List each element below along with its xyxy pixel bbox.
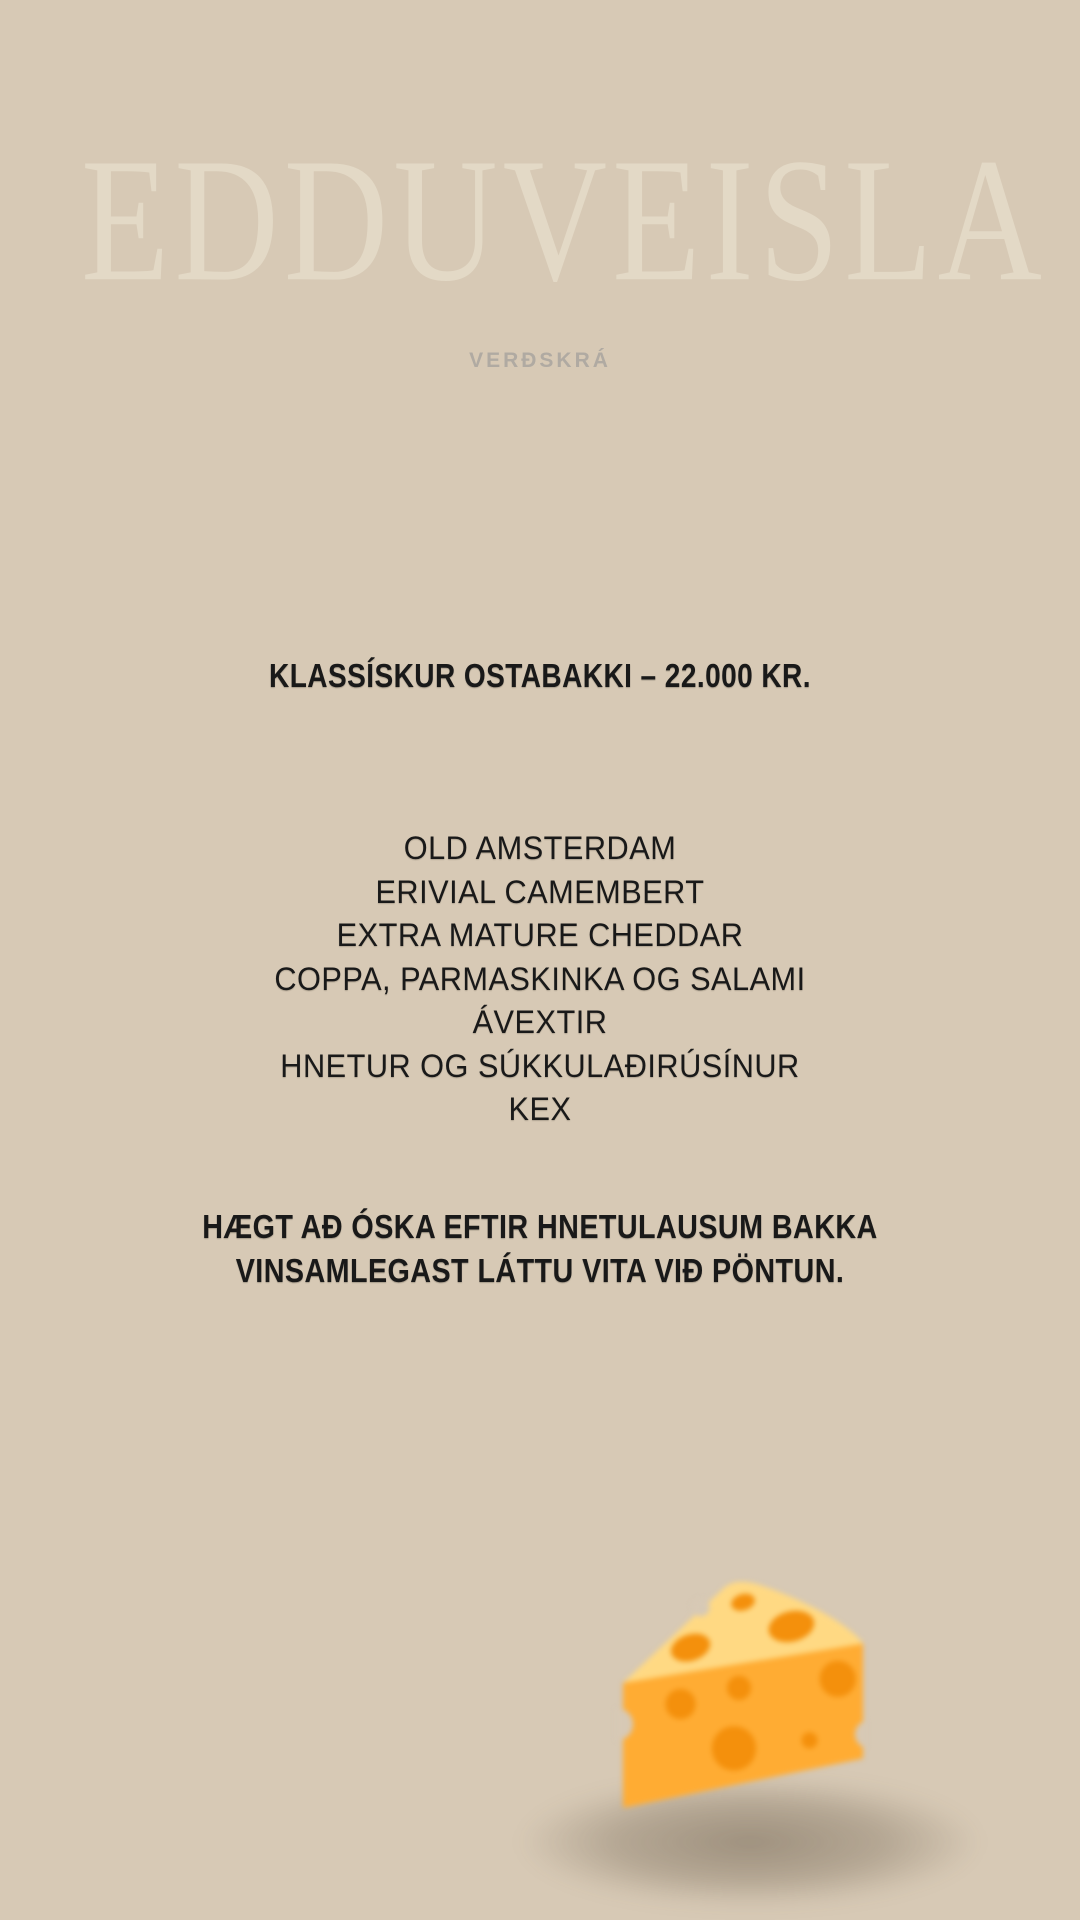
menu-item: COPPA, PARMASKINKA OG SALAMI: [274, 960, 806, 997]
menu-item: ERIVIAL CAMEMBERT: [375, 873, 705, 910]
poster-title: EDDUVEISLA: [81, 122, 1048, 318]
menu-item: OLD AMSTERDAM: [403, 830, 677, 866]
menu-item: KEX: [508, 1091, 572, 1127]
menu-heading: KLASSÍSKUR OSTABAKKI – 22.000 KR.: [269, 657, 811, 694]
menu-item: EXTRA MATURE CHEDDAR: [336, 917, 744, 953]
menu-item-list: [22, 827, 1059, 1132]
allergy-note: [70, 1205, 1010, 1293]
menu-item: ÁVEXTIR: [472, 1004, 608, 1040]
menu-item: HNETUR OG SÚKKULAÐIRÚSÍNUR: [280, 1047, 800, 1084]
note-line: VINSAMLEGAST LÁTTU VITA VIÐ PÖNTUN.: [235, 1252, 845, 1289]
note-line: HÆGT AÐ ÓSKA EFTIR HNETULAUSUM BAKKA: [202, 1208, 878, 1245]
cheese-wedge-icon: [616, 1581, 866, 1811]
poster-subtitle: VERÐSKRÁ: [469, 349, 611, 372]
